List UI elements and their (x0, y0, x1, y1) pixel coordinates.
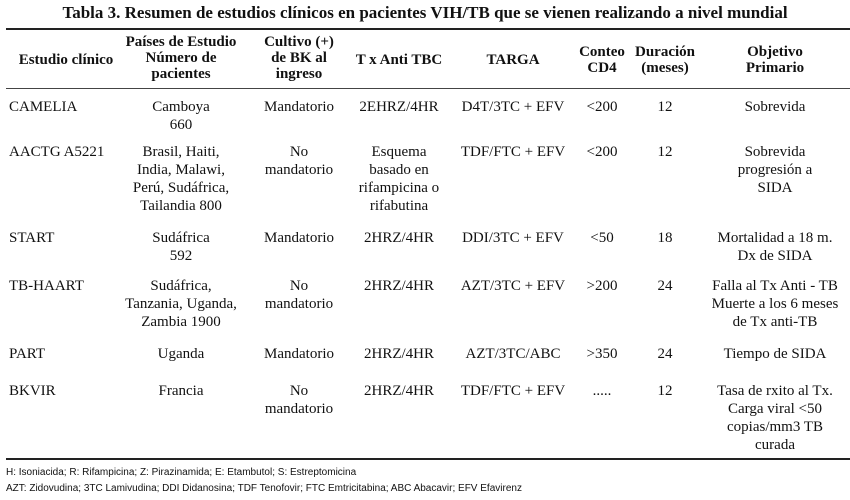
cell-objetivo: Falla al Tx Anti - TB Muerte a los 6 meses de Tx anti-TB (711, 278, 839, 330)
cell-tx: 2HRZ/4HR (363, 278, 434, 294)
cell-tx: 2HRZ/4HR (363, 230, 434, 246)
cell-paises: Uganda (157, 346, 205, 362)
top-rule (6, 28, 850, 30)
cell-cultivo: No mandatorio (264, 144, 334, 178)
cell-estudio: CAMELIA (9, 99, 78, 115)
cell-duracion: 24 (657, 278, 673, 294)
cell-cultivo: Mandatorio (264, 99, 334, 115)
cell-paises: Sudáfrica 592 (152, 230, 210, 264)
header-rule (6, 88, 850, 89)
cell-cd4: >350 (586, 346, 618, 362)
cell-cd4: <200 (586, 99, 618, 115)
cell-estudio: BKVIR (9, 383, 56, 399)
cell-paises: Brasil, Haiti, India, Malawi, Perú, Sudáfrica, Tailandia 800 (132, 144, 230, 214)
cell-estudio: START (9, 230, 55, 246)
header-cd4: Conteo CD4 (579, 44, 625, 76)
cell-paises: Francia (158, 383, 204, 399)
cell-cultivo: No mandatorio (264, 278, 334, 312)
cell-duracion: 12 (657, 99, 673, 115)
cell-objetivo: Tiempo de SIDA (723, 346, 827, 362)
table-title: Tabla 3. Resumen de estudios clínicos en pacientes VIH/TB que se vienen realizando a nivel mundial (62, 3, 788, 22)
bottom-rule (6, 458, 850, 460)
cell-targa: AZT/3TC/ABC (465, 346, 561, 362)
cell-cultivo: No mandatorio (264, 383, 334, 417)
header-tx: T x Anti TBC (355, 52, 443, 68)
header-cultivo: Cultivo (+) de BK al ingreso (264, 34, 334, 82)
footnote-abbrev-tb: H: Isoniacida; R: Rifampicina; Z: Pirazinamida; E: Etambutol; S: Estreptomicina (6, 467, 357, 478)
cell-duracion: 18 (657, 230, 673, 246)
cell-targa: DDI/3TC + EFV (462, 230, 564, 246)
cell-cd4: <50 (590, 230, 614, 246)
cell-targa: AZT/3TC + EFV (460, 278, 566, 294)
cell-targa: D4T/3TC + EFV (461, 99, 565, 115)
cell-estudio: PART (9, 346, 46, 362)
cell-objetivo: Sobrevida (744, 99, 806, 115)
footnote-abbrev-arv: AZT: Zidovudina; 3TC Lamivudina; DDI Didanosina; TDF Tenofovir; FTC Emtricitabina; ABC Abacavir; EFV Efavirenz (6, 483, 522, 494)
cell-paises: Camboya 660 (152, 99, 210, 133)
cell-objetivo: Mortalidad a 18 m. Dx de SIDA (717, 230, 833, 264)
cell-targa: TDF/FTC + EFV (460, 383, 566, 399)
header-paises: Países de Estudio Número de pacientes (125, 34, 237, 82)
cell-targa: TDF/FTC + EFV (460, 144, 566, 160)
cell-paises: Sudáfrica, Tanzania, Uganda, Zambia 1900 (125, 278, 237, 330)
cell-objetivo: Sobrevida progresión a SIDA (737, 144, 813, 196)
cell-objetivo: Tasa de rxito al Tx. Carga viral <50 copias/mm3 TB curada (717, 383, 833, 453)
cell-tx: 2HRZ/4HR (363, 346, 434, 362)
cell-tx: 2HRZ/4HR (363, 383, 434, 399)
cell-cd4: ..... (592, 383, 612, 399)
cell-cd4: >200 (586, 278, 618, 294)
cell-duracion: 12 (657, 383, 673, 399)
header-targa: TARGA (486, 52, 540, 68)
header-objetivo: Objetivo Primario (745, 44, 805, 76)
cell-cd4: <200 (586, 144, 618, 160)
cell-duracion: 12 (657, 144, 673, 160)
cell-duracion: 24 (657, 346, 673, 362)
cell-cultivo: Mandatorio (264, 230, 334, 246)
header-estudio: Estudio clínico (18, 52, 114, 68)
cell-tx: 2EHRZ/4HR (359, 99, 439, 115)
cell-cultivo: Mandatorio (264, 346, 334, 362)
cell-estudio: AACTG A5221 (9, 144, 105, 160)
cell-tx: Esquema basado en rifampicina o rifabutina (358, 144, 440, 214)
header-duracion: Duración (meses) (635, 44, 695, 76)
cell-estudio: TB-HAART (9, 278, 84, 294)
